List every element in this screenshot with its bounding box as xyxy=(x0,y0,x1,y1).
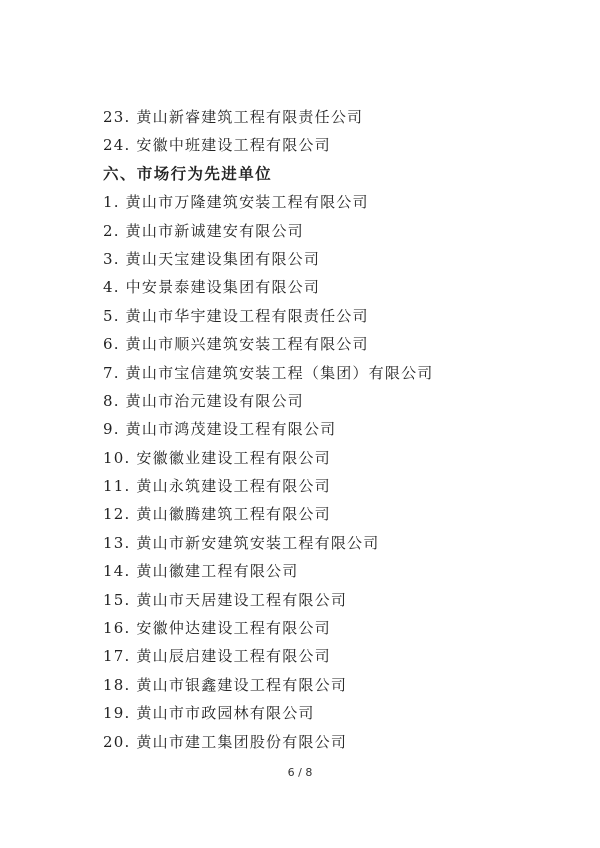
list-item: 4. 中安景泰建设集团有限公司 xyxy=(103,278,321,297)
list-item: 5. 黄山市华宇建设工程有限责任公司 xyxy=(103,306,369,325)
list-item: 9. 黄山市鸿茂建设工程有限公司 xyxy=(103,420,337,439)
list-item: 10. 安徽徽业建设工程有限公司 xyxy=(103,448,331,467)
list-item: 24. 安徽中班建设工程有限公司 xyxy=(103,136,331,155)
list-item: 7. 黄山市宝信建筑安装工程（集团）有限公司 xyxy=(103,363,434,382)
list-item: 15. 黄山市天居建设工程有限公司 xyxy=(103,590,348,609)
list-item: 2. 黄山市新诚建安有限公司 xyxy=(103,221,304,240)
list-item: 6. 黄山市顺兴建筑安装工程有限公司 xyxy=(103,335,369,354)
page-number: 6 / 8 xyxy=(287,766,313,779)
list-item: 1. 黄山市万隆建筑安装工程有限公司 xyxy=(103,193,369,212)
list-item: 12. 黄山徽腾建筑工程有限公司 xyxy=(103,505,331,524)
section-heading: 六、市场行为先进单位 xyxy=(103,164,273,183)
list-item: 20. 黄山市建工集团股份有限公司 xyxy=(103,732,348,751)
list-item: 23. 黄山新睿建筑工程有限责任公司 xyxy=(103,108,364,126)
list-item: 19. 黄山市市政园林有限公司 xyxy=(103,704,315,723)
document-body xyxy=(103,103,563,756)
list-item: 3. 黄山天宝建设集团有限公司 xyxy=(103,249,321,268)
list-item: 8. 黄山市治元建设有限公司 xyxy=(103,391,304,410)
list-item: 17. 黄山辰启建设工程有限公司 xyxy=(103,647,331,666)
list-item: 14. 黄山徽建工程有限公司 xyxy=(103,562,299,581)
list-item: 16. 安徽仲达建设工程有限公司 xyxy=(103,619,331,638)
list-item: 11. 黄山永筑建设工程有限公司 xyxy=(103,477,331,496)
list-item: 13. 黄山市新安建筑安装工程有限公司 xyxy=(103,533,380,552)
list-item: 18. 黄山市银鑫建设工程有限公司 xyxy=(103,675,348,694)
